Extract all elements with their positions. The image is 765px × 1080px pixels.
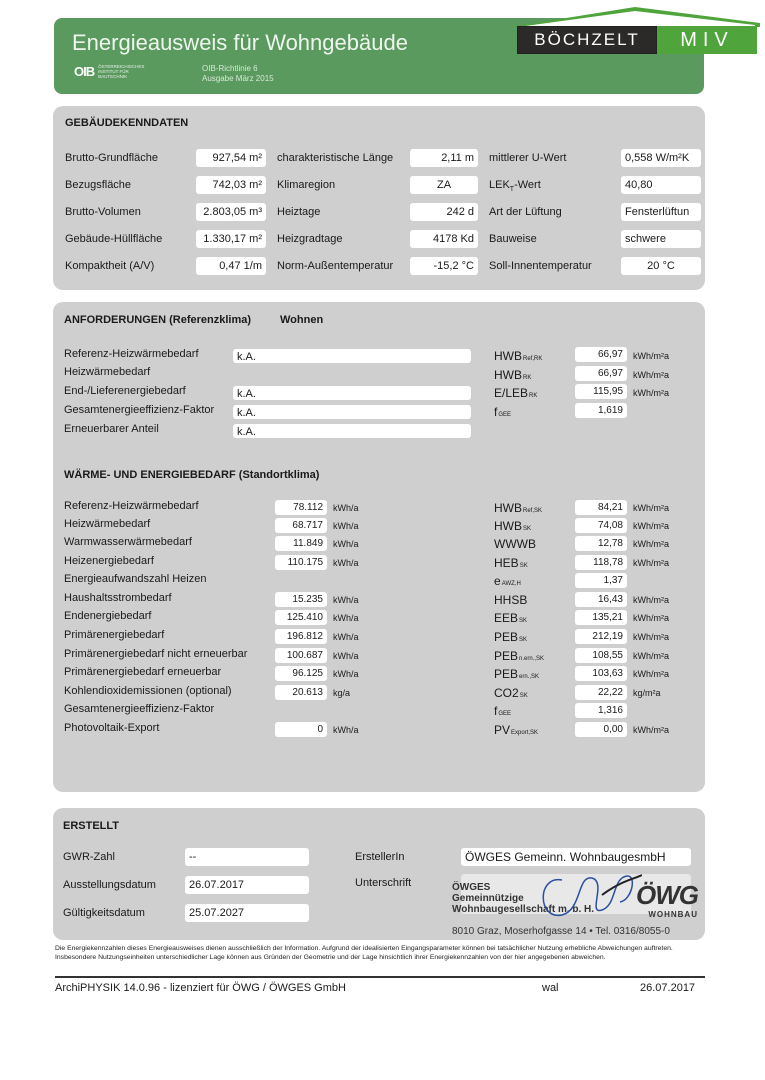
anf-label-4: Erneuerbarer Anteil	[64, 423, 159, 435]
waerme-unit: kWh/a	[333, 725, 359, 735]
waerme-label: Endenergiebedarf	[64, 610, 152, 622]
waerme-unit: kWh/a	[333, 613, 359, 623]
waerme-unit: kg/a	[333, 688, 351, 698]
panel-gebaeudekenndaten	[53, 106, 705, 290]
lek-label-main: LEK	[489, 179, 510, 191]
anf-label-3: Gesamtenergieeffizienz-Faktor	[64, 404, 215, 416]
sym-main: HWB	[494, 368, 522, 382]
waerme-num: 84,21	[575, 500, 627, 515]
oib-logo	[74, 64, 158, 79]
label-charakteristische-laenge: charakteristische Länge	[277, 152, 394, 164]
oib-logo-name: ÖSTERREICHISCHES INSTITUT FÜR BAUTECHNIK	[98, 64, 145, 79]
value-brutto-volumen: 2.803,05 m³	[196, 203, 266, 221]
panel-anforderungen-waerme	[53, 302, 705, 792]
label-soll-innentemperatur: Soll-Innentemperatur	[489, 260, 592, 272]
value-lek-wert: 40,80	[621, 176, 701, 194]
anf-num-3: 1,619	[575, 403, 627, 418]
waerme-value: 196.812	[275, 629, 327, 644]
anf-num-0: 66,97	[575, 347, 627, 362]
waerme-unit: kWh/a	[333, 632, 359, 642]
anf-num-1: 66,97	[575, 366, 627, 381]
anf-label-0: Referenz-Heizwärmebedarf	[64, 348, 199, 360]
waerme-label: Gesamtenergieeffizienz-Faktor	[64, 703, 215, 715]
waerme-symbol	[494, 501, 542, 515]
waerme-label: Referenz-Heizwärmebedarf	[64, 500, 199, 512]
waerme-num: 1,37	[575, 573, 627, 588]
sym-main: HEB	[494, 556, 519, 570]
sym-sub: Export,SK	[511, 730, 539, 736]
label-gueltigkeitsdatum: Gültigkeitsdatum	[63, 907, 145, 919]
sym-sub: ern.,SK	[519, 674, 540, 680]
label-lek-wert	[489, 179, 541, 193]
label-unterschrift: Unterschrift	[355, 877, 412, 889]
anf-sym-1	[494, 368, 531, 382]
waerme-symbol	[494, 630, 527, 644]
sym-sub: SK	[523, 526, 532, 532]
waerme-value: 11.849	[275, 536, 327, 551]
label-kompaktheit: Kompaktheit (A/V)	[65, 260, 155, 272]
value-bauweise: schwere	[621, 230, 701, 248]
waerme-label: Haushaltsstrombedarf	[64, 592, 172, 604]
waerme-num: 0,00	[575, 722, 627, 737]
value-kompaktheit: 0,47 1/m	[196, 257, 266, 275]
anf-sym-0	[494, 349, 542, 363]
sym-main: PEB	[494, 630, 519, 644]
sym-main: HWB	[494, 349, 522, 363]
section-title-anforderungen: ANFORDERUNGEN (Referenzklima)	[64, 314, 252, 326]
section-title-waerme: WÄRME- UND ENERGIEBEDARF (Standortklima)	[64, 469, 320, 481]
guideline-edition: Ausgabe März 2015	[202, 74, 274, 83]
document-title: Energieausweis für Wohngebäude	[72, 30, 408, 55]
waerme-num: 103,63	[575, 666, 627, 681]
label-bezugsflaeche: Bezugsfläche	[65, 179, 132, 191]
waerme-label: Photovoltaik-Export	[64, 722, 160, 734]
sym-main: PV	[494, 723, 511, 737]
anf-unit-0: kWh/m²a	[633, 351, 669, 361]
value-heizgradtage: 4178 Kd	[410, 230, 478, 248]
waerme-num: 1,316	[575, 703, 627, 718]
label-brutto-volumen: Brutto-Volumen	[65, 206, 141, 218]
anf-label-2: End-/Lieferenergiebedarf	[64, 385, 186, 397]
waerme-unit2: kWh/m²a	[633, 632, 669, 642]
sym-sub: SK	[519, 618, 528, 624]
sym-sub: RK	[523, 375, 532, 381]
sym-main: HWB	[494, 519, 522, 533]
disclaimer-text: Die Energiekennzahlen dieses Energieausweises dienen ausschließlich der Information. Aufgrund der idealisierten Eingangsparameter können bei tatsächlicher Nutzung erhebliche Abweichungen auftreten. Insbesondere Nutzungseinheiten unterschiedlicher Lage können aus Gründen der Geometrie und der Lage hinsichtlich ihrer Energiekennzahlen von der hier angegebenen abweichen.	[55, 945, 673, 961]
waerme-unit2: kWh/m²a	[633, 651, 669, 661]
waerme-unit2: kWh/m²a	[633, 539, 669, 549]
label-heizgradtage: Heizgradtage	[277, 233, 343, 245]
sym-main: CO2	[494, 686, 519, 700]
stamp-address: 8010 Graz, Moserhofgasse 14 • Tel. 0316/8055-0	[452, 926, 670, 937]
waerme-unit: kWh/a	[333, 539, 359, 549]
waerme-symbol	[494, 723, 538, 737]
sym-sub: GEE	[498, 412, 512, 418]
value-bezugsflaeche: 742,03 m²	[196, 176, 266, 194]
waerme-value: 20.613	[275, 685, 327, 700]
footer-user: wal	[542, 982, 559, 994]
anf-value-3: k.A.	[233, 405, 471, 419]
waerme-unit2: kWh/m²a	[633, 521, 669, 531]
stamp-line-1: ÖWGES	[452, 882, 491, 893]
stamp-line-3: Wohnbaugesellschaft m. b. H.	[452, 904, 595, 915]
waerme-value: 15.235	[275, 592, 327, 607]
waerme-label: Kohlendioxidemissionen (optional)	[64, 685, 232, 697]
waerme-num: 212,19	[575, 629, 627, 644]
anf-sym-3	[494, 405, 511, 419]
waerme-value: 0	[275, 722, 327, 737]
sym-main: PEB	[494, 649, 519, 663]
label-gwr-zahl: GWR-Zahl	[63, 851, 115, 863]
waerme-label: Heizwärmebedarf	[64, 518, 151, 530]
waerme-symbol	[494, 686, 528, 700]
sym-main: HHSB	[494, 593, 528, 607]
waerme-unit2: kWh/m²a	[633, 613, 669, 623]
waerme-value: 68.717	[275, 518, 327, 533]
sym-sub: SK	[519, 637, 528, 643]
anf-unit-1: kWh/m²a	[633, 370, 669, 380]
waerme-label: Primärenergiebedarf nicht erneuerbar	[64, 648, 248, 660]
anf-sym-2	[494, 386, 537, 400]
waerme-num: 22,22	[575, 685, 627, 700]
lek-label-sub: T	[509, 186, 515, 194]
anforderungen-usage: Wohnen	[280, 314, 324, 326]
waerme-symbol	[494, 574, 521, 588]
brand-logo-dark: BÖCHZELT	[517, 26, 657, 54]
waerme-symbol	[494, 519, 531, 533]
waerme-value: 125.410	[275, 610, 327, 625]
waerme-unit: kWh/a	[333, 521, 359, 531]
waerme-label: Primärenergiebedarf erneuerbar	[64, 666, 222, 678]
brand-logo	[517, 26, 757, 54]
brand-roof-icon	[510, 5, 760, 27]
value-gwr-zahl: --	[185, 848, 309, 866]
waerme-unit2: kWh/m²a	[633, 558, 669, 568]
label-mittlerer-u-wert: mittlerer U-Wert	[489, 152, 567, 164]
value-gueltigkeitsdatum: 25.07.2027	[185, 904, 309, 922]
waerme-unit2: kg/m²a	[633, 688, 661, 698]
footer-date: 26.07.2017	[640, 982, 696, 994]
value-norm-aussentemperatur: -15,2 °C	[410, 257, 478, 275]
label-ersteller: ErstellerIn	[355, 851, 405, 863]
company-stamp	[452, 878, 702, 943]
waerme-unit: kWh/a	[333, 503, 359, 513]
waerme-unit: kWh/a	[333, 669, 359, 679]
stamp-line-2: Gemeinnützige	[452, 893, 524, 904]
value-ersteller: ÖWGES Gemeinn. WohnbaugesmbH	[461, 848, 691, 866]
waerme-num: 74,08	[575, 518, 627, 533]
waerme-unit: kWh/a	[333, 595, 359, 605]
value-mittlerer-u-wert: 0,558 W/m²K	[621, 149, 701, 167]
signature-icon	[532, 870, 642, 925]
value-gebaeude-huellflaeche: 1.330,17 m²	[196, 230, 266, 248]
waerme-symbol	[494, 611, 527, 625]
sym-main: WWWB	[494, 537, 536, 551]
waerme-num: 12,78	[575, 536, 627, 551]
waerme-num: 118,78	[575, 555, 627, 570]
waerme-unit2: kWh/m²a	[633, 503, 669, 513]
section-title-gebaeude: GEBÄUDEKENNDATEN	[65, 117, 189, 129]
section-title-erstellt: ERSTELLT	[63, 820, 120, 832]
sym-sub: SK	[519, 693, 528, 699]
anf-value-2: k.A.	[233, 386, 471, 400]
waerme-value: 100.687	[275, 648, 327, 663]
brand-logo-green: MIV	[657, 26, 757, 54]
sym-sub: Ref,SK	[523, 508, 543, 514]
sym-sub: GEE	[498, 711, 512, 717]
waerme-num: 108,55	[575, 648, 627, 663]
value-klimaregion: ZA	[410, 176, 478, 194]
waerme-symbol	[494, 556, 528, 570]
waerme-label: Primärenergiebedarf	[64, 629, 165, 641]
label-art-der-lueftung: Art der Lüftung	[489, 206, 562, 218]
owg-logo: ÖWG	[636, 880, 698, 910]
value-ausstellungsdatum: 26.07.2017	[185, 876, 309, 894]
waerme-label: Heizenergiebedarf	[64, 555, 154, 567]
anf-value-4: k.A.	[233, 424, 471, 438]
anf-value-0: k.A.	[233, 349, 471, 363]
sym-sub: SK	[519, 563, 528, 569]
owg-logo-sub: WOHNBAU	[648, 910, 698, 919]
sym-main: EEB	[494, 611, 519, 625]
sym-main: HWB	[494, 501, 522, 515]
guideline-name: OIB-Richtlinie 6	[202, 64, 258, 73]
label-bauweise: Bauweise	[489, 233, 537, 245]
sym-sub: Ref,RK	[523, 356, 543, 362]
guideline-info	[202, 64, 274, 84]
value-soll-innentemperatur: 20 °C	[621, 257, 701, 275]
value-charakteristische-laenge: 2,11 m	[410, 149, 478, 167]
anf-unit-2: kWh/m²a	[633, 388, 669, 398]
label-norm-aussentemperatur: Norm-Außentemperatur	[277, 260, 394, 272]
sym-main: f	[494, 704, 498, 718]
label-gebaeude-huellflaeche: Gebäude-Hüllfläche	[65, 233, 163, 245]
waerme-unit2: kWh/m²a	[633, 669, 669, 679]
label-brutto-grundflaeche: Brutto-Grundfläche	[65, 152, 158, 164]
waerme-symbol	[494, 704, 511, 718]
waerme-value: 110.175	[275, 555, 327, 570]
sym-main: e	[494, 574, 501, 588]
waerme-unit: kWh/a	[333, 651, 359, 661]
label-heiztage: Heiztage	[277, 206, 321, 218]
waerme-symbol	[494, 593, 528, 607]
waerme-symbol	[494, 537, 537, 551]
sym-sub: AWZ,H	[501, 581, 521, 587]
sym-main: E/LEB	[494, 386, 529, 400]
value-brutto-grundflaeche: 927,54 m²	[196, 149, 266, 167]
lek-label-suffix: -Wert	[514, 179, 541, 191]
waerme-unit2: kWh/m²a	[633, 595, 669, 605]
waerme-unit: kWh/a	[333, 558, 359, 568]
waerme-num: 16,43	[575, 592, 627, 607]
sym-sub: n.ern.,SK	[519, 656, 545, 662]
sym-main: PEB	[494, 667, 519, 681]
footer-software: ArchiPHYSIK 14.0.96 - lizenziert für ÖWG / ÖWGES GmbH	[55, 982, 346, 994]
waerme-unit2: kWh/m²a	[633, 725, 669, 735]
waerme-label: Energieaufwandszahl Heizen	[64, 573, 207, 585]
waerme-num: 135,21	[575, 610, 627, 625]
value-heiztage: 242 d	[410, 203, 478, 221]
footer-divider	[55, 976, 705, 978]
anf-label-1: Heizwärmebedarf	[64, 366, 151, 378]
label-klimaregion: Klimaregion	[277, 179, 336, 191]
waerme-value: 96.125	[275, 666, 327, 681]
sym-main: f	[494, 405, 498, 419]
value-art-der-lueftung: Fensterlüftun	[621, 203, 701, 221]
label-ausstellungsdatum: Ausstellungsdatum	[63, 879, 156, 891]
waerme-value: 78.112	[275, 500, 327, 515]
waerme-symbol	[494, 649, 544, 663]
waerme-label: Warmwasserwärmebedarf	[64, 536, 192, 548]
sym-sub: RK	[529, 393, 538, 399]
anf-num-2: 115,95	[575, 384, 627, 399]
waerme-symbol	[494, 667, 539, 681]
oib-logo-mark: OIB	[74, 64, 95, 79]
